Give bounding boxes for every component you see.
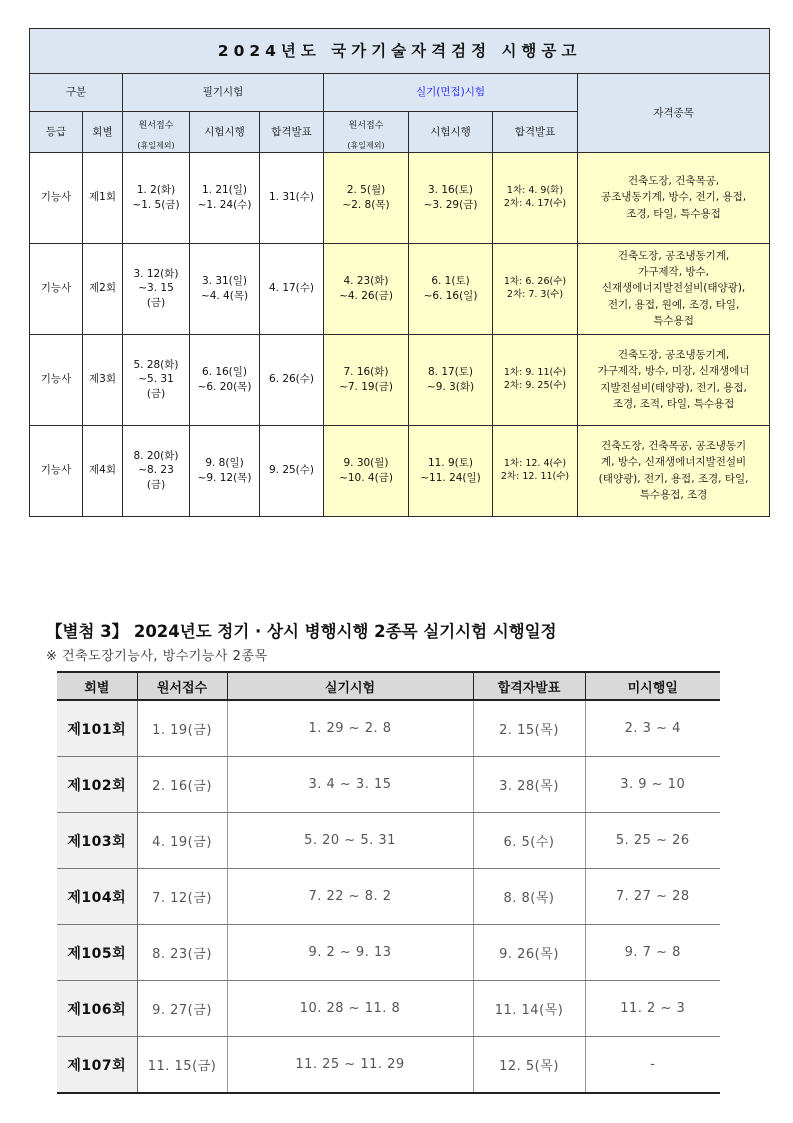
result-cell: 12. 5(목) [473, 1037, 585, 1094]
round-cell: 제4회 [83, 425, 123, 516]
header-practical-exam: 실기시험 [227, 672, 473, 700]
table-row [57, 981, 720, 1037]
header-application-note: (휴일제외) [137, 140, 175, 150]
header-practical-exam-date: 시험시행 [409, 112, 493, 153]
non-exam-days-cell: 5. 25 ~ 26 [585, 813, 720, 869]
round-cell: 제3회 [83, 334, 123, 425]
round-cell: 제107회 [57, 1037, 137, 1094]
round-cell: 제103회 [57, 813, 137, 869]
table-row [57, 700, 720, 757]
practical-exam-cell: 3. 4 ~ 3. 15 [227, 757, 473, 813]
non-exam-days-cell: 3. 9 ~ 10 [585, 757, 720, 813]
practical-application-cell: 9. 30(월) ~10. 4(금) [324, 425, 409, 516]
table-row [57, 925, 720, 981]
application-cell: 2. 16(금) [137, 757, 227, 813]
practical-exam-cell: 11. 25 ~ 11. 29 [227, 1037, 473, 1094]
result-cell: 9. 26(목) [473, 925, 585, 981]
header-round: 회별 [83, 112, 123, 153]
application-cell: 4. 19(금) [137, 813, 227, 869]
appendix-subtitle: ※ 건축도장기능사, 방수기능사 2종목 [46, 649, 268, 664]
qualifications-cell: 건축도장, 건축목공, 공조냉동기계, 방수, 전기, 용접, 조경, 타일, 특수용접 [578, 152, 770, 243]
application-cell: 1. 19(금) [137, 700, 227, 757]
non-exam-days-cell: 7. 27 ~ 28 [585, 869, 720, 925]
table-row [30, 243, 770, 334]
header-written-exam-date: 시험시행 [190, 112, 260, 153]
practical-result-cell: 1차: 12. 4(수) 2차: 12. 11(수) [493, 425, 578, 516]
result-cell: 2. 15(목) [473, 700, 585, 757]
header-application-label: 원서접수 [138, 120, 174, 131]
non-exam-days-cell: 11. 2 ~ 3 [585, 981, 720, 1037]
qualifications-cell: 건축도장, 공조냉동기계, 가구제작, 방수, 신재생에너지발전설비(태양광), 전기, 용접, 원예, 조경, 타일, 특수용접 [578, 243, 770, 334]
written-result-cell: 1. 31(수) [260, 152, 324, 243]
practical-exam-cell: 10. 28 ~ 11. 8 [227, 981, 473, 1037]
qualifications-cell: 건축도장, 공조냉동기계, 가구제작, 방수, 미장, 신재생에너 지발전설비(태양광), 전기, 용접, 조경, 조적, 타일, 특수용접 [578, 334, 770, 425]
written-exam-cell: 6. 16(일) ~6. 20(목) [190, 334, 260, 425]
practical-application-cell: 2. 5(월) ~2. 8(목) [324, 152, 409, 243]
grade-cell: 기능사 [30, 243, 83, 334]
practical-application-cell: 7. 16(화) ~7. 19(금) [324, 334, 409, 425]
written-result-cell: 9. 25(수) [260, 425, 324, 516]
practical-exam-cell: 1. 29 ~ 2. 8 [227, 700, 473, 757]
header-practical-exam: 실기(면접)시험 [324, 74, 578, 112]
appendix-title: 【별첨 3】 2024년도 정기 · 상시 병행시행 2종목 실기시험 시행일정 [46, 622, 557, 641]
practical-application-cell: 4. 23(화) ~4. 26(금) [324, 243, 409, 334]
application-cell: 11. 15(금) [137, 1037, 227, 1094]
result-cell: 3. 28(목) [473, 757, 585, 813]
non-exam-days-cell: 2. 3 ~ 4 [585, 700, 720, 757]
written-application-cell: 3. 12(화) ~3. 15 (금) [123, 243, 190, 334]
round-cell: 제102회 [57, 757, 137, 813]
table-row [57, 869, 720, 925]
round-cell: 제2회 [83, 243, 123, 334]
round-cell: 제101회 [57, 700, 137, 757]
header-grade: 등급 [30, 112, 83, 153]
round-cell: 제104회 [57, 869, 137, 925]
table-row [57, 757, 720, 813]
appendix-schedule-table [57, 671, 720, 1094]
round-cell: 제106회 [57, 981, 137, 1037]
practical-exam-cell: 3. 16(토) ~3. 29(금) [409, 152, 493, 243]
header-qualifications: 자격종목 [578, 74, 770, 153]
practical-exam-cell: 11. 9(토) ~11. 24(일) [409, 425, 493, 516]
grade-cell: 기능사 [30, 334, 83, 425]
header-non-exam-days: 미시행일 [585, 672, 720, 700]
written-application-cell: 1. 2(화) ~1. 5(금) [123, 152, 190, 243]
written-result-cell: 4. 17(수) [260, 243, 324, 334]
result-cell: 8. 8(목) [473, 869, 585, 925]
header-application-label: 원서접수 [348, 120, 384, 131]
header-practical-result: 합격발표 [493, 112, 578, 153]
header-division: 구분 [30, 74, 123, 112]
practical-result-cell: 1차: 6. 26(수) 2차: 7. 3(수) [493, 243, 578, 334]
non-exam-days-cell: 9. 7 ~ 8 [585, 925, 720, 981]
application-cell: 7. 12(금) [137, 869, 227, 925]
qualifications-cell: 건축도장, 건축목공, 공조냉동기 계, 방수, 신재생에너지발전설비 (태양광), 전기, 용접, 조경, 타일, 특수용접, 조경 [578, 425, 770, 516]
round-cell: 제1회 [83, 152, 123, 243]
written-exam-cell: 1. 21(일) ~1. 24(수) [190, 152, 260, 243]
written-exam-cell: 3. 31(일) ~4. 4(목) [190, 243, 260, 334]
written-application-cell: 5. 28(화) ~5. 31 (금) [123, 334, 190, 425]
header-application-note: (휴일제외) [347, 140, 385, 150]
practical-exam-cell: 8. 17(토) ~9. 3(화) [409, 334, 493, 425]
notice-title: 2024년도 국가기술자격검정 시행공고 [30, 29, 770, 74]
non-exam-days-cell: - [585, 1037, 720, 1094]
grade-cell: 기능사 [30, 152, 83, 243]
table-row [30, 152, 770, 243]
header-application: 원서접수 [137, 672, 227, 700]
practical-result-cell: 1차: 4. 9(화) 2차: 4. 17(수) [493, 152, 578, 243]
practical-result-cell: 1차: 9. 11(수) 2차: 9. 25(수) [493, 334, 578, 425]
table-row [30, 334, 770, 425]
written-result-cell: 6. 26(수) [260, 334, 324, 425]
result-cell: 11. 14(목) [473, 981, 585, 1037]
practical-exam-cell: 7. 22 ~ 8. 2 [227, 869, 473, 925]
grade-cell: 기능사 [30, 425, 83, 516]
practical-exam-cell: 6. 1(토) ~6. 16(일) [409, 243, 493, 334]
practical-exam-cell: 9. 2 ~ 9. 13 [227, 925, 473, 981]
written-application-cell: 8. 20(화) ~8. 23 (금) [123, 425, 190, 516]
header-result-announcement: 합격자발표 [473, 672, 585, 700]
header-written-exam: 필기시험 [123, 74, 324, 112]
header-written-result: 합격발표 [260, 112, 324, 153]
application-cell: 9. 27(금) [137, 981, 227, 1037]
table-row [30, 425, 770, 516]
table-row [57, 1037, 720, 1094]
written-exam-cell: 9. 8(일) ~9. 12(목) [190, 425, 260, 516]
practical-exam-cell: 5. 20 ~ 5. 31 [227, 813, 473, 869]
exam-notice-table [29, 28, 770, 517]
table-row [57, 813, 720, 869]
header-round: 회별 [57, 672, 137, 700]
header-practical-application [324, 112, 409, 153]
application-cell: 8. 23(금) [137, 925, 227, 981]
round-cell: 제105회 [57, 925, 137, 981]
header-written-application [123, 112, 190, 153]
result-cell: 6. 5(수) [473, 813, 585, 869]
